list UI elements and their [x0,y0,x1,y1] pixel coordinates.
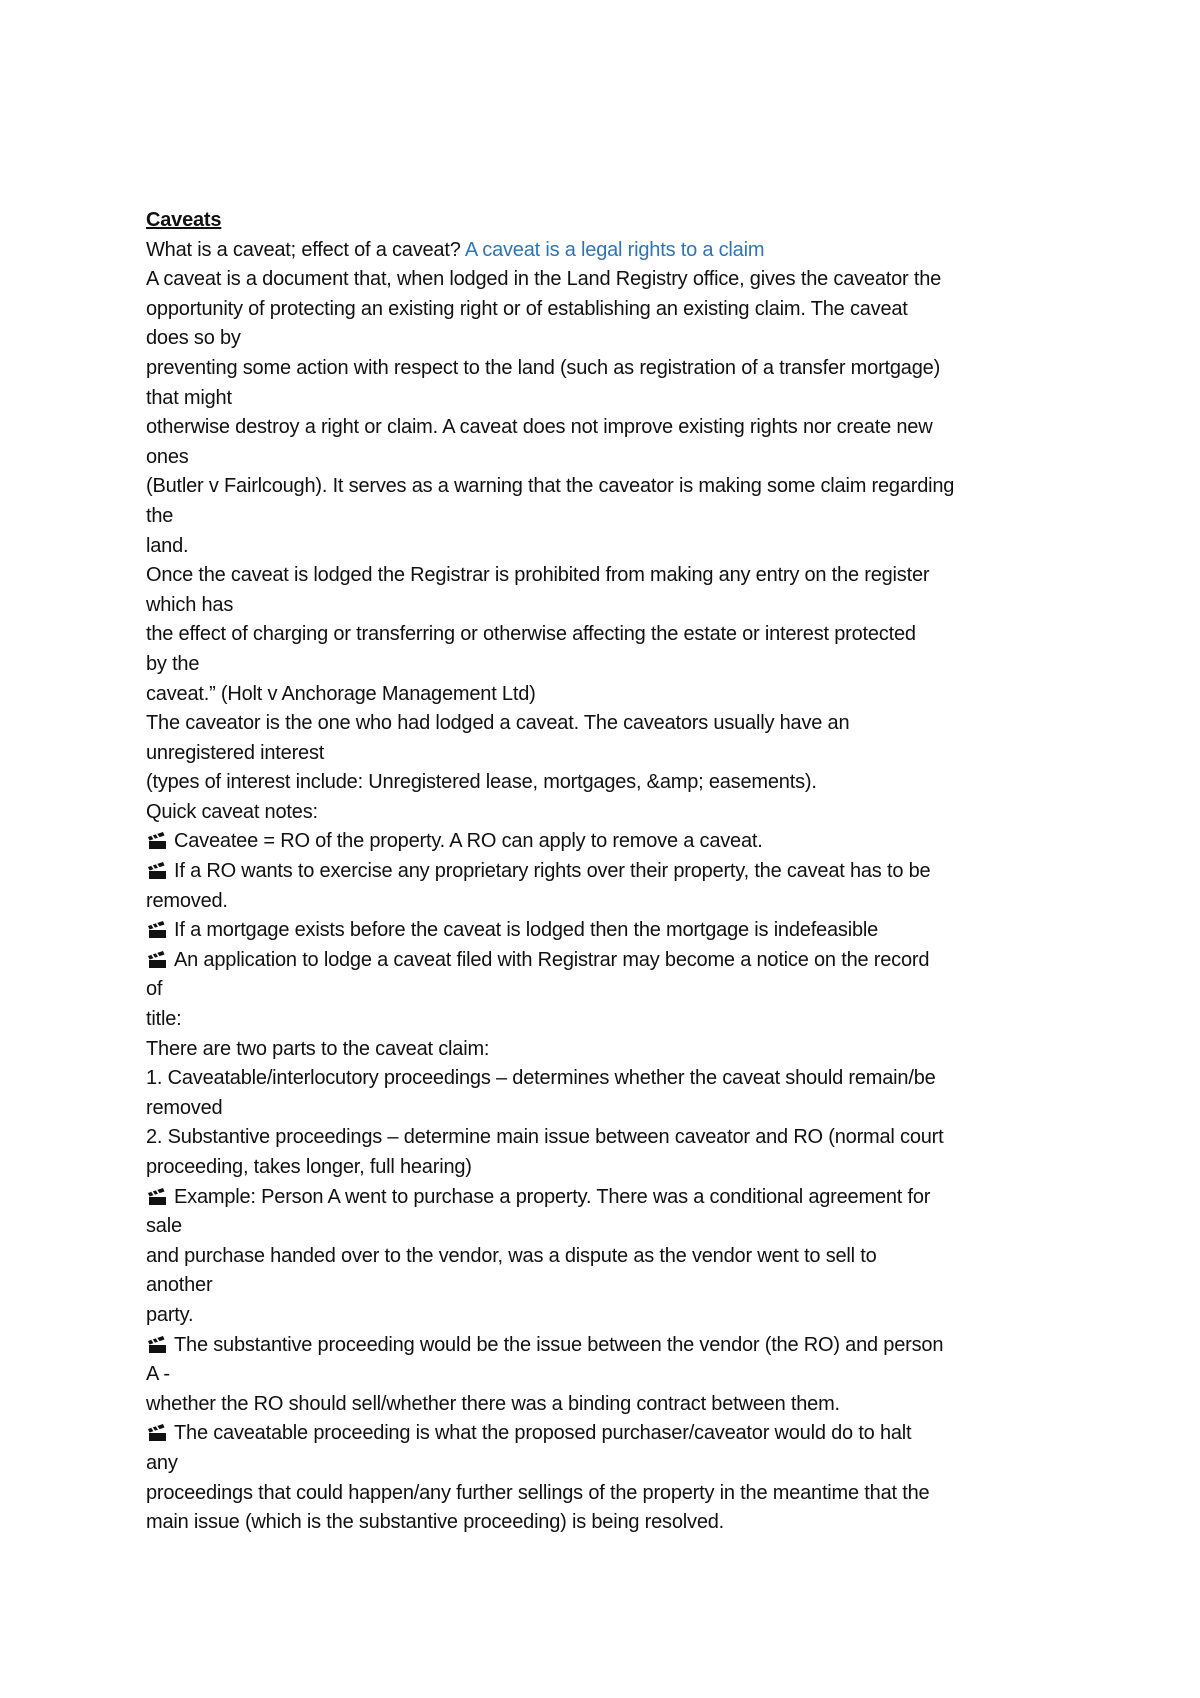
line-text: which has [146,593,234,616]
text-line [146,413,1066,443]
text-line [146,1064,1066,1094]
text-line [146,650,1066,680]
text-line [146,1212,1066,1242]
clapperboard-icon [146,920,168,938]
text-line [146,532,1066,562]
line-text: Caveatee = RO of the property. A RO can apply to remove a caveat. [174,830,763,853]
line-text: and purchase handed over to the vendor, was a dispute as the vendor went to sell to [146,1244,877,1267]
text-line [146,887,1066,917]
bullet-line [146,827,1066,857]
accent-text: A caveat is a legal rights to a claim [464,238,765,261]
line-text: (types of interest include: Unregistered lease, mortgages, &amp; easements). [146,771,817,794]
line-text: Quick caveat notes: [146,800,318,823]
text-line [146,236,1066,266]
text-line [146,1242,1066,1272]
text-line [146,472,1066,502]
text-line [146,1153,1066,1183]
line-text: The caveator is the one who had lodged a caveat. The caveators usually have an [146,712,850,735]
line-text: opportunity of protecting an existing right or of establishing an existing claim. The caveat [146,297,908,320]
line-text: What is a caveat; effect of a caveat? [146,238,465,261]
text-line [146,768,1066,798]
line-text: If a RO wants to exercise any proprietary rights over their property, the caveat has to be [174,860,931,883]
bullet-line [146,1183,1066,1213]
line-text: proceedings that could happen/any further sellings of the property in the meantime that the [146,1481,930,1504]
text-line [146,975,1066,1005]
bullet-line [146,857,1066,887]
text-line [146,709,1066,739]
bullet-line [146,946,1066,976]
document-lines [146,236,1066,1538]
text-line [146,384,1066,414]
line-text: caveat.” (Holt v Anchorage Management Ltd) [146,682,536,705]
line-text: The caveatable proceeding is what the proposed purchaser/caveator would do to halt [174,1422,912,1445]
line-text: ones [146,445,189,468]
line-text: Once the caveat is lodged the Registrar is prohibited from making any entry on the register [146,564,930,587]
text-line [146,1005,1066,1035]
line-text: whether the RO should sell/whether there was a binding contract between them. [146,1392,840,1415]
line-text: proceeding, takes longer, full hearing) [146,1156,472,1178]
clapperboard-icon [146,950,168,968]
line-text: party. [146,1303,194,1326]
text-line [146,354,1066,384]
text-line [146,295,1066,325]
text-line [146,1094,1066,1124]
line-text: the [146,504,174,527]
text-line [146,620,1066,650]
line-text: removed [146,1096,223,1119]
line-text: that might [146,386,232,409]
line-text: 1. Caveatable/interlocutory proceedings – determines whether the caveat should remain/be [146,1067,936,1090]
bullet-line [146,1331,1066,1361]
text-line [146,1449,1066,1479]
line-text: the effect of charging or transferring or otherwise affecting the estate or interest protected [146,623,916,646]
clapperboard-icon [146,861,168,879]
clapperboard-icon [146,1187,168,1205]
text-line [146,591,1066,621]
line-text: otherwise destroy a right or claim. A caveat does not improve existing rights nor create new [146,416,933,439]
line-text: does so by [146,327,241,350]
text-line [146,739,1066,769]
line-text: The substantive proceeding would be the issue between the vendor (the RO) and person [174,1333,944,1356]
document-body [146,206,1066,1538]
bullet-line [146,1419,1066,1449]
line-text: any [146,1451,178,1474]
text-line [146,1035,1066,1065]
line-text: by the [146,652,200,675]
text-line [146,1123,1066,1153]
text-line [146,502,1066,532]
line-text: removed. [146,889,228,912]
text-line [146,1508,1066,1538]
line-text: A - [146,1363,170,1386]
text-line [146,680,1066,710]
text-line [146,1479,1066,1509]
line-text: title: [146,1008,182,1031]
text-line [146,1390,1066,1420]
line-text: land. [146,534,189,557]
line-text: (Butler v Fairlcough). It serves as a warning that the caveator is making some claim regarding [146,475,955,498]
clapperboard-icon [146,1423,168,1441]
line-text: main issue (which is the substantive proceeding) is being resolved. [146,1511,725,1534]
text-line [146,324,1066,354]
line-text: A caveat is a document that, when lodged in the Land Registry office, gives the caveator the [146,268,942,291]
line-text: unregistered interest [146,741,325,764]
clapperboard-icon [146,831,168,849]
line-text: If a mortgage exists before the caveat is lodged then the mortgage is indefeasible [174,919,879,942]
line-text: There are two parts to the caveat claim: [146,1037,490,1060]
text-line [146,1360,1066,1390]
text-line [146,561,1066,591]
text-line [146,1301,1066,1331]
line-text: 2. Substantive proceedings – determine main issue between caveator and RO (normal court [146,1126,944,1149]
line-text: another [146,1274,213,1297]
text-line [146,1271,1066,1301]
line-text: sale [146,1215,182,1238]
document-title: Caveats [146,209,222,231]
text-line [146,443,1066,473]
bullet-line [146,916,1066,946]
line-text: of [146,978,163,1001]
line-text: An application to lodge a caveat filed with Registrar may become a notice on the record [174,948,930,971]
text-line [146,265,1066,295]
line-text: Example: Person A went to purchase a property. There was a conditional agreement for [174,1185,931,1208]
clapperboard-icon [146,1335,168,1353]
line-text: preventing some action with respect to the land (such as registration of a transfer mortgage) [146,356,941,379]
text-line [146,798,1066,828]
